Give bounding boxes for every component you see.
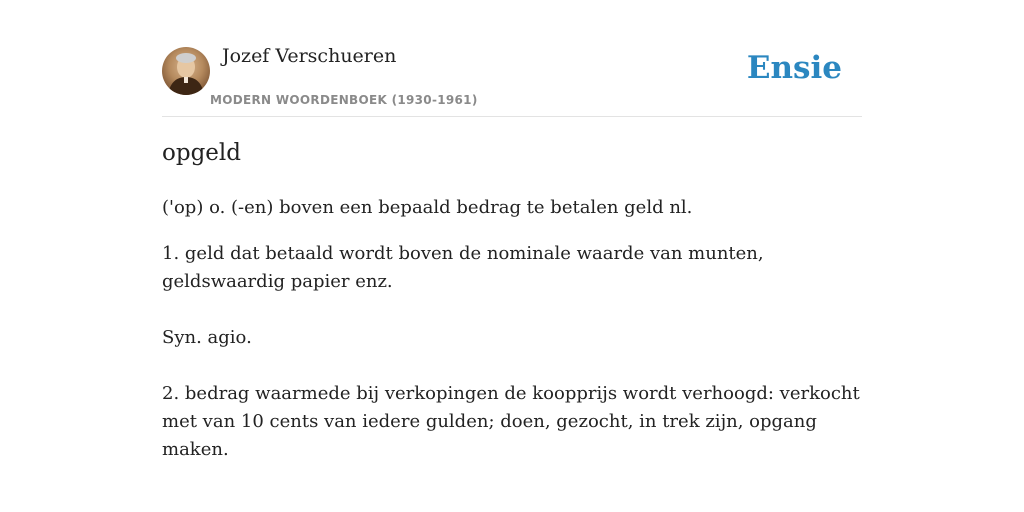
paragraph-spacer [162,296,862,324]
entry-term: opgeld [162,140,241,166]
definition-sense-2: 2. bedrag waarmede bij verkopingen de koopprijs wordt verhoogd: verkocht met van 10 cents van iedere gulden; doen, gezocht, in trek zijn, opgang maken. [162,383,860,460]
entry-definition [162,194,862,464]
definition-sense-1: 1. geld dat betaald wordt boven de nominale waarde van munten, geldswaardig papier enz. [162,243,764,292]
ensie-logo-link[interactable]: Ensie [746,50,842,86]
portrait-icon [162,47,210,95]
paragraph-spacer [162,352,862,380]
author-avatar[interactable] [162,47,210,95]
definition-etymology: ('op) o. (-en) boven een bepaald bedrag te betalen geld nl. [162,197,693,218]
source-dictionary-label: MODERN WOORDENBOEK (1930-1961) [210,93,478,107]
author-name-link[interactable]: Jozef Verschueren [222,45,397,67]
entry-header [162,0,862,117]
definition-synonym: Syn. agio. [162,327,252,348]
entry-page [162,0,862,460]
